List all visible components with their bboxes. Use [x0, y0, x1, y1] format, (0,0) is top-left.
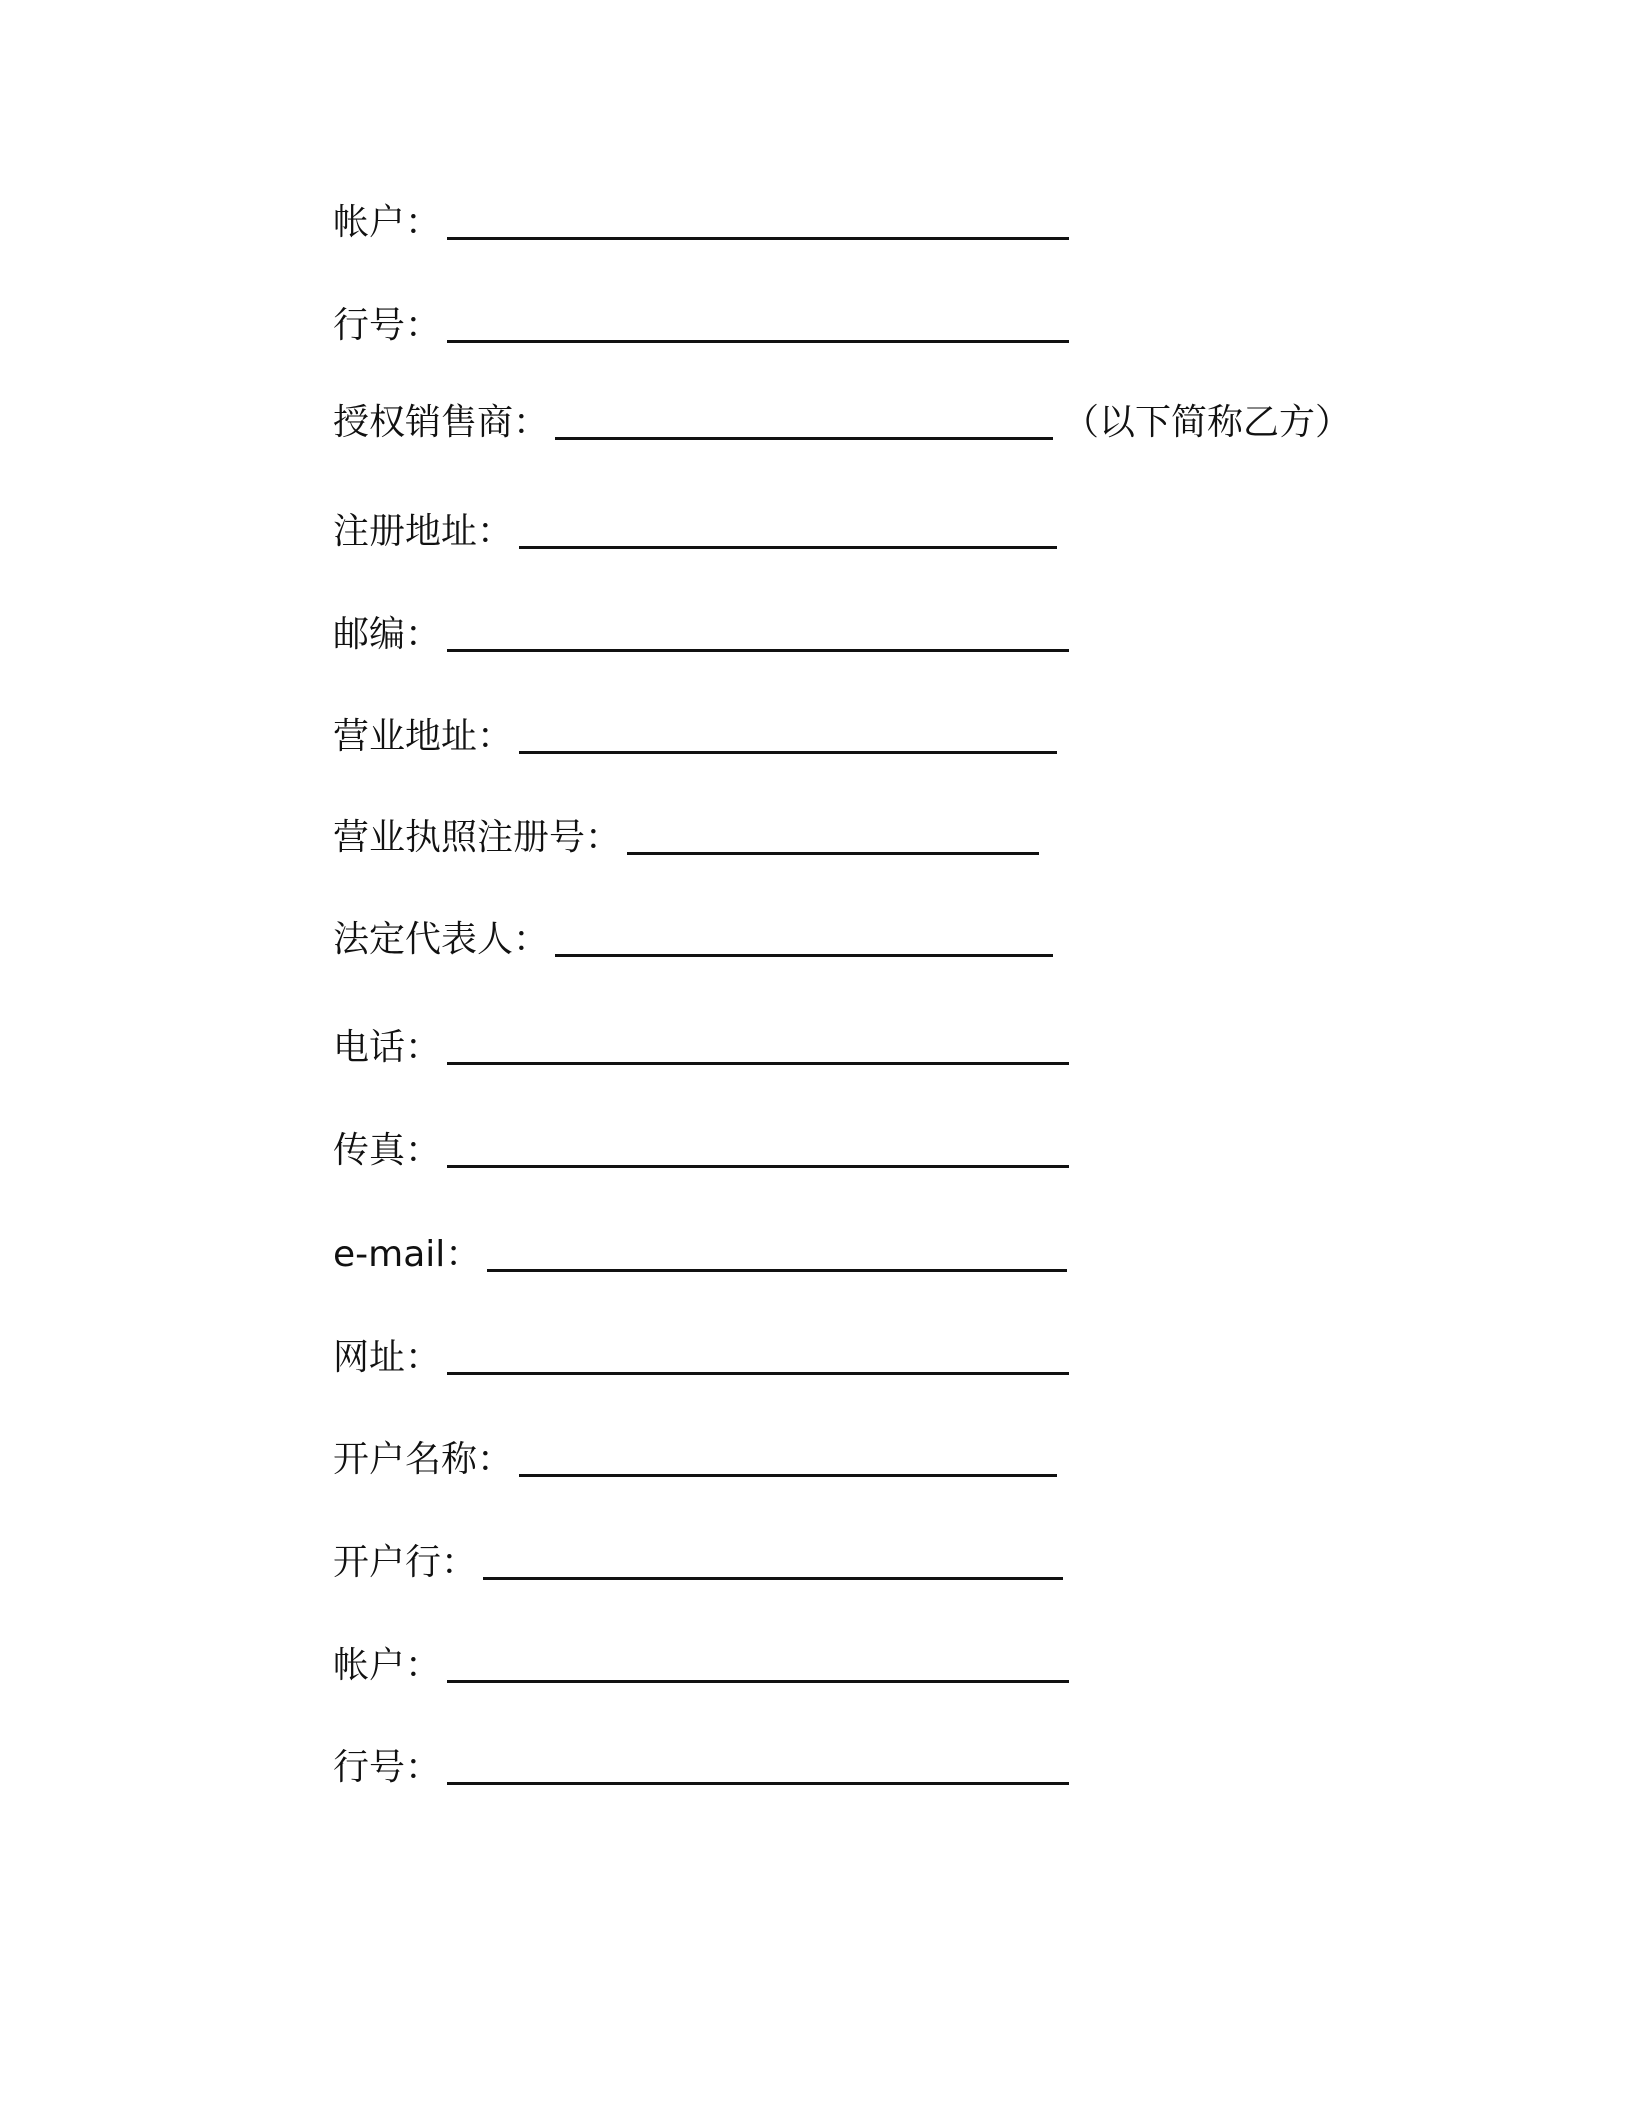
fill-in-blank[interactable] [447, 1752, 1069, 1785]
field-label: 授权销售商： [333, 402, 550, 443]
field-label: 邮编： [333, 614, 442, 655]
field-email-row [333, 1232, 1067, 1278]
field-opening-bank-row [333, 1540, 1063, 1586]
field-website-row [333, 1335, 1069, 1381]
field-label: 帐户： [333, 1645, 442, 1686]
field-registered-address-row [333, 509, 1057, 555]
field-label: 帐户： [333, 202, 442, 243]
fill-in-blank[interactable] [483, 1547, 1063, 1580]
fill-in-blank[interactable] [555, 407, 1053, 440]
field-label: 营业执照注册号： [333, 817, 622, 858]
fill-in-blank[interactable] [447, 1650, 1069, 1683]
fill-in-blank[interactable] [447, 619, 1069, 652]
field-business-license-row [333, 815, 1039, 861]
field-label: 注册地址： [333, 511, 514, 552]
field-label: 行号： [333, 305, 442, 346]
fill-in-blank[interactable] [555, 924, 1053, 957]
field-postcode-row [333, 612, 1069, 658]
field-account-row [333, 200, 1069, 246]
fill-in-blank[interactable] [447, 310, 1069, 343]
field-business-address-row [333, 714, 1057, 760]
field-bank-code-row [333, 1745, 1069, 1791]
fill-in-blank[interactable] [627, 822, 1039, 855]
fill-in-blank[interactable] [519, 1444, 1057, 1477]
field-fax-row [333, 1128, 1069, 1174]
field-suffix-note: （以下简称乙方） [1063, 402, 1352, 443]
fill-in-blank[interactable] [447, 1135, 1069, 1168]
fill-in-blank[interactable] [447, 1032, 1069, 1065]
fill-in-blank[interactable] [519, 721, 1057, 754]
field-label: 营业地址： [333, 716, 514, 757]
field-label: 开户名称： [333, 1439, 514, 1480]
field-authorized-dealer-row [333, 400, 1351, 446]
field-label: 网址： [333, 1337, 442, 1378]
field-label: 行号： [333, 1747, 442, 1788]
field-phone-row [333, 1025, 1069, 1071]
fill-in-blank[interactable] [519, 516, 1057, 549]
field-label: 电话： [333, 1027, 442, 1068]
field-label: 传真： [333, 1130, 442, 1171]
field-account-row [333, 1643, 1069, 1689]
fill-in-blank[interactable] [447, 1342, 1069, 1375]
fill-in-blank[interactable] [487, 1239, 1067, 1272]
field-label: 开户行： [333, 1542, 478, 1583]
field-bank-code-row [333, 303, 1069, 349]
field-legal-representative-row [333, 917, 1053, 963]
field-label: e-mail： [333, 1234, 482, 1275]
fill-in-blank[interactable] [447, 207, 1069, 240]
field-account-name-row [333, 1437, 1057, 1483]
field-label: 法定代表人： [333, 919, 550, 960]
